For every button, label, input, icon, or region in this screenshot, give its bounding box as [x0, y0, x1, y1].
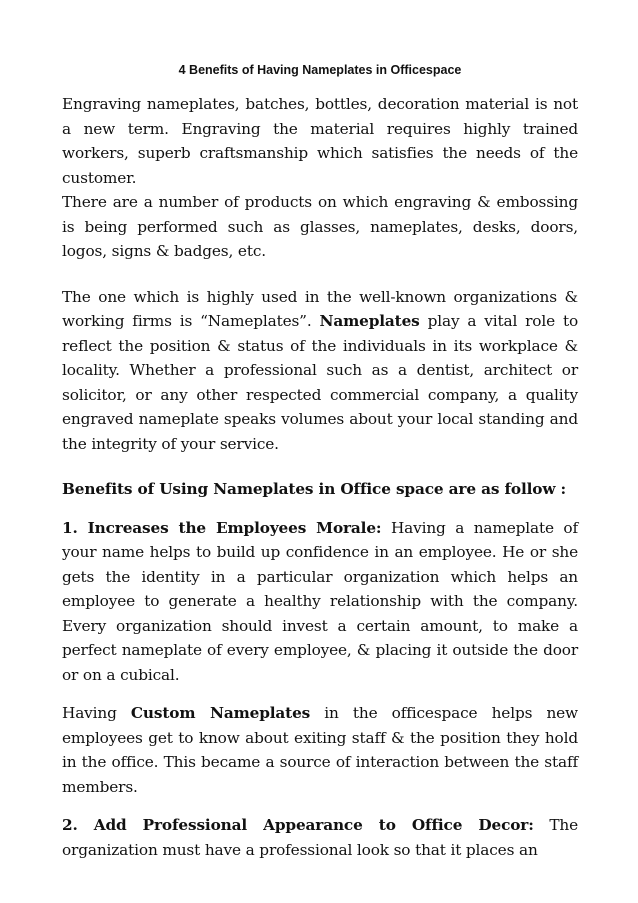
section-heading: Benefits of Using Nameplates in Office space are as follow : [62, 480, 567, 498]
benefit-1 [62, 516, 578, 688]
spacer [62, 456, 578, 477]
paragraph-custom-nameplates [62, 701, 578, 799]
text-run: Having a nameplate of your name helps to build up confidence in an employee. He or she gets the identity in a particular organization which helps an employee to generate a healthy relationship with the company. Every organization should invest a certain amount, to make a perfect nameplate of every employee, & placing it outside the door or on a cubical. [62, 518, 578, 684]
benefit-title: 1. Increases the Employees Morale: [62, 518, 382, 537]
paragraph-intro: Engraving nameplates, batches, bottles, decoration material is not a new term. Engraving the material requires highly trained workers, superb craftsmanship which satisfies the needs of the customer. [62, 95, 578, 187]
text-run: Having [62, 704, 131, 722]
text-run: The organization must have a professional look so that it places an [62, 816, 578, 859]
text-run: in the officespace helps new employees get to know about exiting staff & the position they hold in the office. This became a source of interaction between the staff members. [62, 704, 579, 796]
benefit-title: 2. Add Professional Appearance to Office Decor: [62, 816, 534, 834]
spacer [62, 502, 578, 516]
spacer [62, 799, 578, 813]
text-run: play a vital role to reflect the position & status of the individuals in its workplace & locality. Whether a professional such as a dentist, architect or solicitor, or any other respected commercial company, a quality engraved nameplate speaks volumes about your local standing and the integrity of your service. [62, 312, 579, 453]
document-page [62, 62, 578, 862]
text-run: The one which is highly used in the well-known organizations & working firms is “Nameplates”. [62, 287, 578, 330]
benefit-2 [62, 813, 578, 862]
spacer [62, 687, 578, 701]
document-title: 4 Benefits of Having Nameplates in Officespace [178, 63, 462, 77]
paragraph-nameplates [62, 285, 578, 457]
spacer [62, 264, 578, 285]
bold-term: Nameplates [319, 312, 420, 330]
paragraph-products: There are a number of products on which engraving & embossing is being performed such as glasses, nameplates, desks, doors, logos, signs & badges, etc. [62, 193, 578, 260]
bold-term: Custom Nameplates [130, 704, 311, 722]
